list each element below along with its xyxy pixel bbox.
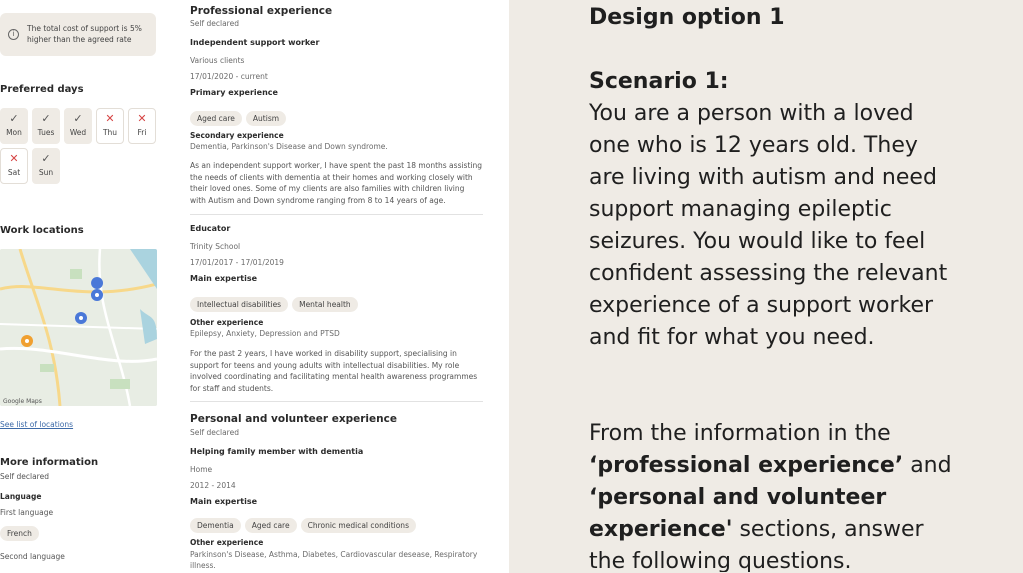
role2-org: Trinity School xyxy=(190,242,241,251)
first-language-label: First language xyxy=(0,508,54,517)
role2-other-text: Epilepsy, Anxiety, Depression and PTSD xyxy=(190,329,340,338)
scenario-title: Scenario 1: xyxy=(589,69,729,94)
tag: Autism xyxy=(246,111,286,126)
role2-main-label: Main expertise xyxy=(190,274,258,283)
personal-role1-dates: 2012 - 2014 xyxy=(190,481,236,490)
left-column xyxy=(0,0,165,573)
day-label: Tues xyxy=(37,128,55,137)
cost-notice xyxy=(0,13,156,56)
check-icon: ✓ xyxy=(41,112,51,125)
instructions-text-3: sections, answer the following questions. xyxy=(589,517,924,572)
check-icon: ✓ xyxy=(73,112,83,125)
day-label: Thu xyxy=(102,128,118,137)
day-mon xyxy=(0,108,28,144)
role1-description: As an independent support worker, I have spent the past 18 months assisting the needs of clients with dementia at their homes and working closely with their loved ones. Some of my clients are also families with children living with Autism and Down syndrome ranging from 8 to 14 years of age. xyxy=(190,161,483,205)
personal-role1-main-tags xyxy=(190,513,420,533)
check-icon: ✓ xyxy=(41,152,51,165)
role1-secondary-text: Dementia, Parkinson's Disease and Down syndrome. xyxy=(190,142,388,151)
role1-primary-label: Primary experience xyxy=(190,88,278,97)
see-locations-link[interactable]: See list of locations xyxy=(0,420,74,429)
instructions xyxy=(589,418,954,572)
role1-dates: 17/01/2020 - current xyxy=(190,72,268,81)
role1-title: Independent support worker xyxy=(190,38,320,47)
professional-subtitle: Self declared xyxy=(190,19,239,28)
tag: Intellectual disabilities xyxy=(190,297,288,312)
day-label: Sun xyxy=(38,168,54,177)
tag: Mental health xyxy=(292,297,358,312)
more-information-subtitle: Self declared xyxy=(0,472,49,481)
cross-icon: ✕ xyxy=(137,112,147,125)
cost-notice-text: The total cost of support is 5% higher than the agreed rate xyxy=(27,24,142,44)
task-panel xyxy=(509,0,1023,573)
day-label: Wed xyxy=(69,128,87,137)
tag: Dementia xyxy=(190,518,241,533)
work-locations-map[interactable] xyxy=(0,249,157,406)
more-information-title: More information xyxy=(0,457,99,468)
design-option-heading: Design option 1 xyxy=(589,5,785,30)
second-language-label: Second language xyxy=(0,552,65,561)
day-label: Sat xyxy=(7,168,21,177)
day-tues xyxy=(32,108,60,144)
tag: Chronic medical conditions xyxy=(301,518,416,533)
language-label: Language xyxy=(0,492,42,501)
personal-role1-other-label: Other experience xyxy=(190,538,264,547)
work-locations-title: Work locations xyxy=(0,225,84,236)
cross-icon: ✕ xyxy=(9,152,19,165)
personal-role1-main-label: Main expertise xyxy=(190,497,258,506)
day-fri xyxy=(128,108,156,144)
instructions-text-2: and xyxy=(910,453,952,478)
check-icon: ✓ xyxy=(9,112,19,125)
cross-icon: ✕ xyxy=(105,112,115,125)
instructions-text-1: From the information in the xyxy=(589,421,891,446)
professional-title: Professional experience xyxy=(190,5,333,17)
tag: Aged care xyxy=(245,518,297,533)
instructions-bold-2: ‘personal and volunteer experience' xyxy=(589,485,887,542)
tag: Aged care xyxy=(190,111,242,126)
personal-role1-title: Helping family member with dementia xyxy=(190,447,364,456)
role2-dates: 17/01/2017 - 17/01/2019 xyxy=(190,258,284,267)
role2-title: Educator xyxy=(190,224,231,233)
info-icon: i xyxy=(8,29,19,40)
day-thu xyxy=(96,108,124,144)
personal-role1-other-text: Parkinson's Disease, Asthma, Diabetes, Cardiovascular desease, Respiratory illness. xyxy=(190,550,478,570)
scenario-text: You are a person with a loved one who is 12 years old. They are living with autism and need support managing epileptic seizures. You would like to feel confident assessing the relevant experience of a support worker and fit for what you need. xyxy=(589,101,948,350)
first-language-chip: French xyxy=(0,526,39,541)
personal-role1-org: Home xyxy=(190,465,213,474)
role2-other-label: Other experience xyxy=(190,318,264,327)
role1-primary-tags xyxy=(190,106,290,126)
role1-secondary-label: Secondary experience xyxy=(190,131,284,140)
day-label: Fri xyxy=(137,128,147,137)
preferred-days-title: Preferred days xyxy=(0,84,84,95)
role1-org: Various clients xyxy=(190,56,245,65)
divider xyxy=(190,401,483,402)
role2-description: For the past 2 years, I have worked in disability support, specialising in support for teens and young adults with intellectual disabilities. My role involved coordinating and facilitating mental health awareness programmes for staff and students. xyxy=(190,349,478,393)
divider xyxy=(190,214,483,215)
day-sun xyxy=(32,148,60,184)
map-credit: Google Maps xyxy=(3,398,42,405)
day-sat xyxy=(0,148,28,184)
day-wed xyxy=(64,108,92,144)
day-label: Mon xyxy=(6,128,22,137)
role2-main-tags xyxy=(190,292,362,312)
personal-title: Personal and volunteer experience xyxy=(190,413,397,425)
personal-subtitle: Self declared xyxy=(190,428,239,437)
instructions-bold-1: ‘professional experience’ xyxy=(589,453,904,478)
